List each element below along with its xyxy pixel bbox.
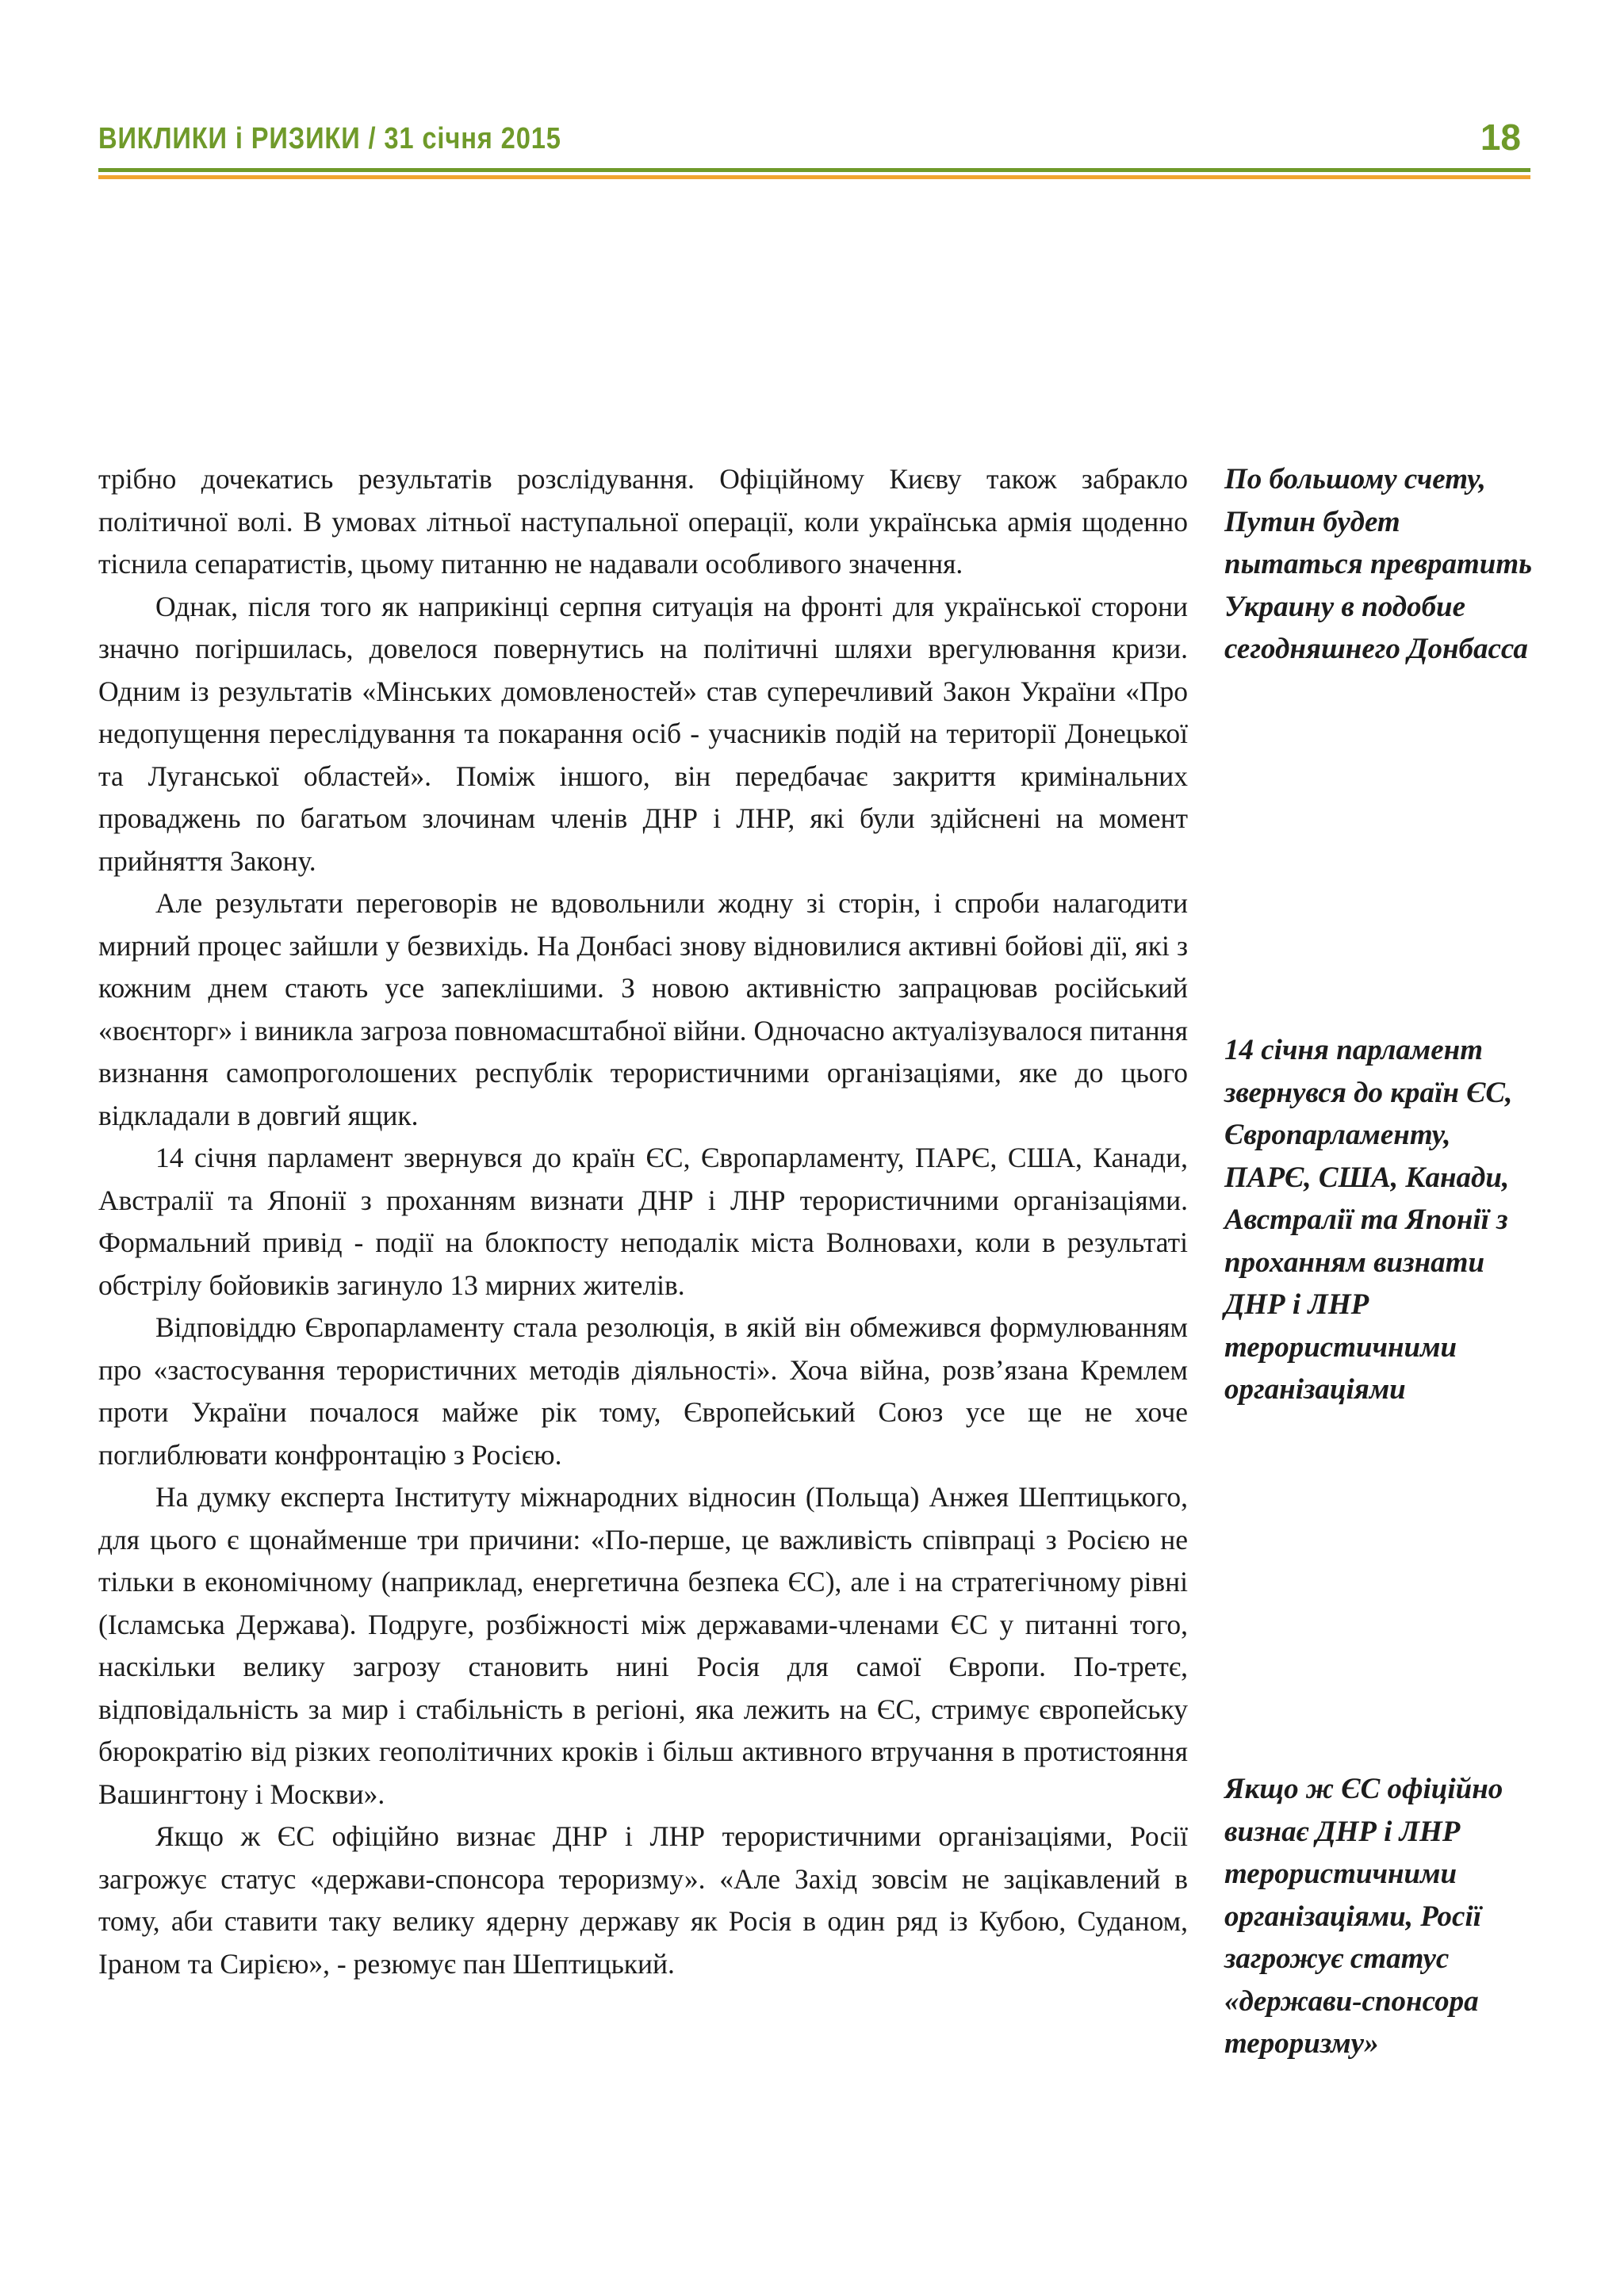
pull-quote: По большому счету, Путин будет пытаться превратить Украину в подобие сегодняшнего Донбасса xyxy=(1224,463,1533,665)
article-paragraph: трібно дочекатись результатів розслідування. Офіційному Києву також забракло політичної волі. В умовах літньої наступальної операції, коли українська армія щоденно тіснила сепаратистів, цьому питанню не надавали особливого значення. xyxy=(98,463,1188,580)
header-rule-green xyxy=(98,168,1530,172)
article-paragraph: Якщо ж ЄС офіційно визнає ДНР і ЛНР терористичними організаціями, Росії загрожує статус «держави-спонсора тероризму». «Але Захід зовсім не зацікавлений в тому, аби ставити таку велику ядерну державу як Росія в один ряд із Кубою, Суданом, Іраном та Сирією», - резюмує пан Шептицький. xyxy=(98,1820,1188,1980)
article-paragraph: На думку експерта Інституту міжнародних відносин (Польща) Анжея Шептицького, для цього є щонайменше три причини: «По-перше, це важливість співпраці з Росією не тільки в економічному (наприклад, енергетична безпека ЄС), але і на стратегічному рівні (Ісламська Держава). Подруге, розбіжності між державами-членами ЄС у питанні того, наскільки велику загрозу становить нині Росія для самої Європи. По-третє, відповідальність за мир і стабільність в регіоні, яка лежить на ЄС, стримує європейську бюрократію від різких геополітичних кроків і більш активного втручання в протистояння Вашингтону і Москви». xyxy=(98,1481,1188,1810)
article-paragraph: 14 січня парламент звернувся до країн ЄС, Європарламенту, ПАРЄ, США, Канади, Австралії та Японії з проханням визнати ДНР і ЛНР терористичними організаціями. Формальний привід - події на блокпосту неподалік міста Волновахи, коли в результаті обстрілу бойовиків загинуло 13 мирних жителів. xyxy=(98,1142,1188,1301)
article-paragraph: Відповіддю Європарламенту стала резолюція, в якій він обмежився формулюванням про «застосування терористичних методів діяльності». Хоча війна, розв’язана Кремлем проти України почалося майже рік тому, Європейський Союз усе ще не хоче поглиблювати конфронтацію з Росією. xyxy=(98,1311,1188,1471)
page-number: 18 xyxy=(1480,117,1521,158)
article-body xyxy=(98,458,1188,1985)
pull-quote: Якщо ж ЄС офіційно визнає ДНР і ЛНР терористичними організаціями, Росії загрожує статус «держави-спонсора тероризму» xyxy=(1224,1773,1503,2060)
article-paragraph: Однак, після того як наприкінці серпня ситуація на фронті для української сторони значно погіршилась, довелося повернутись на політичні шляхи врегулювання кризи. Одним із результатів «Мінських домовленостей» став суперечливий Закон України «Про недопущення переслідування та покарання осіб - учасників подій на території Донецької та Луганської областей». Поміж іншого, він передбачає закриття кримінальних проваджень по багатьом злочинам членів ДНР і ЛНР, які були здійснені на момент прийняття Закону. xyxy=(98,590,1188,877)
pull-quote: 14 січня парламент звернувся до країн ЄС, Європарламенту, ПАРЄ, США, Канади, Австралії та Японії з проханням визнати ДНР і ЛНР терористичними організаціями xyxy=(1224,1034,1513,1406)
article-paragraph: Але результати переговорів не вдовольнили жодну зі сторін, і спроби налагодити мирний процес зайшли у безвихідь. На Донбасі знову відновилися активні бойові дії, які з кожним днем стають усе запеклішими. З новою активністю запрацював російський «воєнторг» і виникла загроза повномасштабної війни. Одночасно актуалізувалося питання визнання самопроголошених республік терористичними організаціями, яке до цього відкладали в довгий ящик. xyxy=(98,887,1188,1131)
publication-title: ВИКЛИКИ і РИЗИКИ / 31 січня 2015 xyxy=(98,122,561,155)
header-rule-orange xyxy=(98,175,1530,179)
